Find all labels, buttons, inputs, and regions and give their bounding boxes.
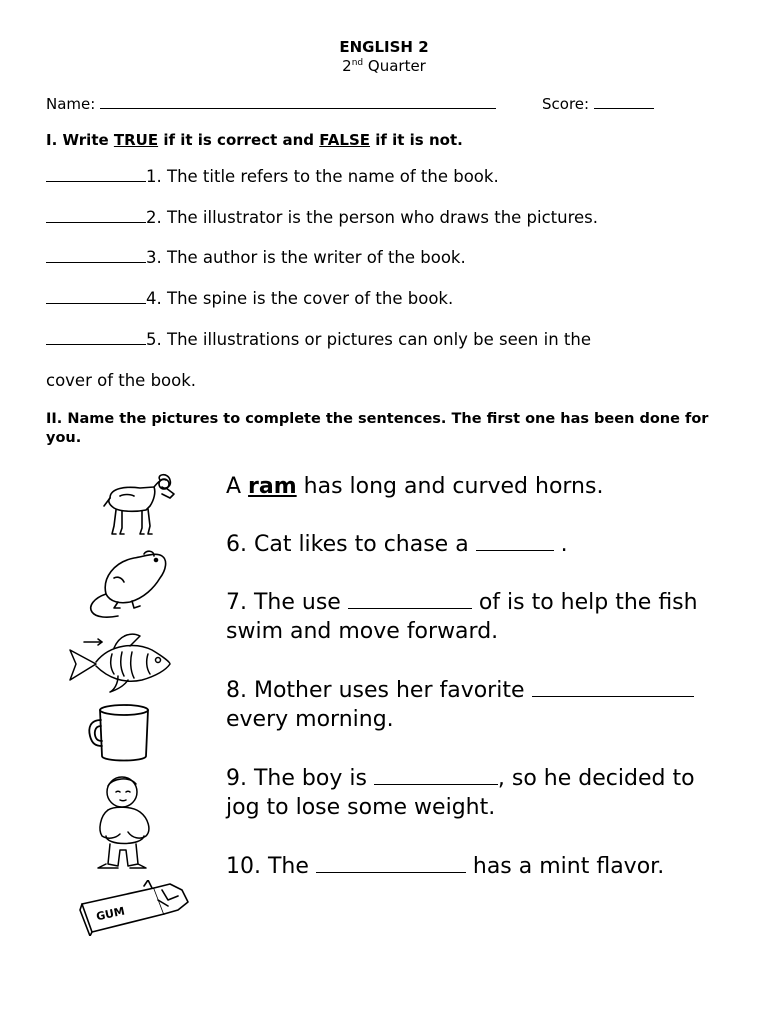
sentence-text: has long and curved horns. — [296, 474, 604, 499]
instr-text-a: I. Write — [46, 131, 114, 149]
answer-blank-5[interactable] — [46, 330, 146, 345]
answer-blank-8[interactable] — [532, 678, 694, 697]
rat-icon — [84, 548, 172, 624]
quarter-number: 2 — [342, 57, 352, 75]
example-sentence — [226, 472, 726, 501]
sentence-8 — [226, 676, 726, 734]
sentence-text: 9. The boy is — [226, 766, 374, 791]
sentence-text: 7. The use — [226, 590, 348, 615]
instr-text-c: if it is not. — [370, 131, 463, 149]
tf-item-3 — [46, 248, 466, 267]
gum-icon — [78, 880, 192, 936]
tf-item-text: 3. The author is the writer of the book. — [146, 248, 466, 267]
name-field[interactable] — [46, 94, 496, 113]
tf-item-5-continued: cover of the book. — [46, 371, 197, 390]
tf-item-text: 4. The spine is the cover of the book. — [146, 289, 454, 308]
answer-blank-3[interactable] — [46, 248, 146, 263]
quarter-label — [0, 57, 768, 75]
fish-icon — [66, 630, 174, 694]
sentence-text: of is to help the fish swim and move forward. — [226, 590, 698, 644]
sentence-text: A — [226, 474, 249, 499]
instr-text-b: if it is correct and — [158, 131, 320, 149]
tf-item-1 — [46, 167, 499, 186]
tf-item-text: 5. The illustrations or pictures can only be seen in the — [146, 330, 592, 349]
mug-icon — [86, 700, 154, 766]
answer-blank-2[interactable] — [46, 208, 146, 223]
tf-item-text: 1. The title refers to the name of the book. — [146, 167, 499, 186]
tf-item-4 — [46, 289, 453, 308]
false-word: FALSE — [319, 131, 371, 149]
answer-blank-4[interactable] — [46, 289, 146, 304]
score-label: Score: — [542, 95, 590, 113]
score-field[interactable] — [542, 94, 654, 113]
sentence-text: 6. Cat likes to chase a — [226, 532, 476, 557]
answer-blank-10[interactable] — [316, 854, 466, 873]
answer-blank-6[interactable] — [476, 532, 554, 551]
sentence-text: every morning. — [226, 707, 394, 732]
quarter-suffix: nd — [351, 58, 364, 68]
ram-icon — [96, 470, 178, 540]
tf-item-5 — [46, 330, 591, 349]
sentence-text: , so he decided to jog to lose some weight. — [226, 766, 695, 820]
sentence-text: 10. The — [226, 854, 316, 879]
part2-instruction: II. Name the pictures to complete the sentences. The first one has been done for you. — [46, 411, 709, 446]
chubby-boy-icon — [94, 770, 158, 872]
sentence-10 — [226, 852, 726, 881]
sentence-text: . — [553, 532, 568, 557]
name-label: Name: — [46, 95, 96, 113]
tf-item-2 — [46, 208, 598, 227]
part1-instruction — [46, 131, 463, 149]
worksheet-title: ENGLISH 2 — [339, 38, 429, 56]
sentence-text: has a mint flavor. — [465, 854, 665, 879]
example-answer: ram — [248, 474, 297, 499]
gum-label: GUM — [95, 904, 127, 924]
answer-blank-9[interactable] — [374, 766, 498, 785]
sentence-9 — [226, 764, 726, 822]
tf-item-text: 2. The illustrator is the person who draws the pictures. — [146, 208, 599, 227]
sentence-6 — [226, 530, 726, 559]
answer-blank-7[interactable] — [348, 590, 472, 609]
answer-blank-1[interactable] — [46, 167, 146, 182]
true-word: TRUE — [113, 131, 159, 149]
quarter-word: Quarter — [367, 57, 426, 75]
sentence-text: 8. Mother uses her favorite — [226, 678, 532, 703]
score-line[interactable] — [594, 94, 654, 109]
sentence-7 — [226, 588, 726, 646]
name-line[interactable] — [100, 94, 496, 109]
